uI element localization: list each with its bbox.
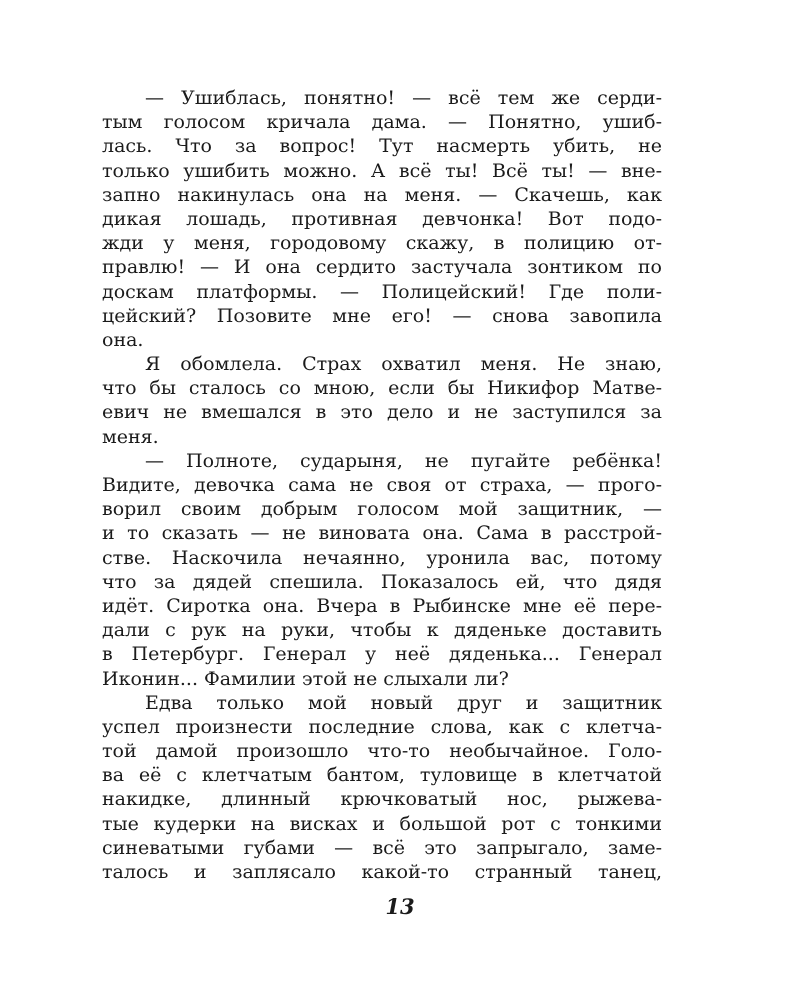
text-line: в Петербург. Генерал у неё дяденька... Генерал (102, 643, 662, 666)
text-line: и то сказать — не виновата она. Сама в расстрой- (102, 522, 662, 545)
text-line: только ушибить можно. А всё ты! Всё ты! — вне- (102, 159, 662, 182)
text-line: — Ушиблась, понятно! — всё тем же серди- (145, 87, 662, 109)
paragraph (102, 691, 662, 885)
text-line: — Полноте, сударыня, не пугайте ребёнка! (145, 449, 662, 472)
paragraph (102, 352, 662, 449)
text-line: меня. (102, 425, 159, 448)
text-line: она. (102, 328, 144, 351)
text-line: что бы сталось со мною, если бы Никифор Матве- (102, 377, 662, 400)
paragraph (102, 86, 662, 352)
text-line: Видите, девочка сама не своя от страха, — прого- (102, 474, 662, 496)
paragraph (102, 449, 662, 691)
text-line: правлю! — И она сердито застучала зонтиком по (102, 256, 662, 279)
text-line: что за дядей спешила. Показалось ей, что дядя (102, 570, 662, 593)
text-line: Едва только мой новый друг и защитник (145, 691, 662, 714)
text-line: той дамой произошло что-то необычайное. Голо- (102, 740, 662, 763)
text-line: доскам платформы. — Полицейский! Где поли- (102, 280, 662, 303)
text-line: евич не вмешался в это дело и не заступился за (102, 401, 662, 424)
text-line: Я обомлела. Страх охватил меня. Не знаю, (145, 353, 662, 376)
text-line: талось и заплясало какой-то странный танец, (102, 861, 662, 883)
body-text (102, 86, 662, 884)
text-line: накидке, длинный крючковатый нос, рыжева- (102, 788, 662, 811)
text-line: Иконин... Фамилии этой не слыхали ли? (102, 667, 509, 690)
text-line: тые кудерки на висках и большой рот с тонкими (102, 812, 662, 835)
text-line: синеватыми губами — всё это запрыгало, заме- (102, 836, 662, 859)
text-line: идёт. Сиротка она. Вчера в Рыбинске мне её пере- (102, 594, 662, 617)
text-line: ворил своим добрым голосом мой защитник, — (102, 498, 662, 521)
text-line: дали с рук на руки, чтобы к дяденьке доставить (102, 619, 662, 642)
page-number: 13 (385, 894, 415, 919)
text-line: жди у меня, городовому скажу, в полицию от- (102, 232, 662, 255)
text-line: стве. Наскочила нечаянно, уронила вас, потому (102, 546, 662, 569)
text-line: цейский? Позовите мне его! — снова завопила (102, 304, 662, 327)
text-line: тым голосом кричала дама. — Понятно, ушиб- (102, 111, 662, 134)
text-line: успел произнести последние слова, как с клетча- (102, 715, 662, 738)
text-line: дикая лошадь, противная девчонка! Вот подо- (102, 207, 662, 230)
text-line: лась. Что за вопрос! Тут насмерть убить, не (102, 135, 662, 158)
text-line: ва её с клетчатым бантом, туловище в клетчатой (102, 764, 662, 787)
text-line: запно накинулась она на меня. — Скачешь, как (102, 183, 662, 206)
